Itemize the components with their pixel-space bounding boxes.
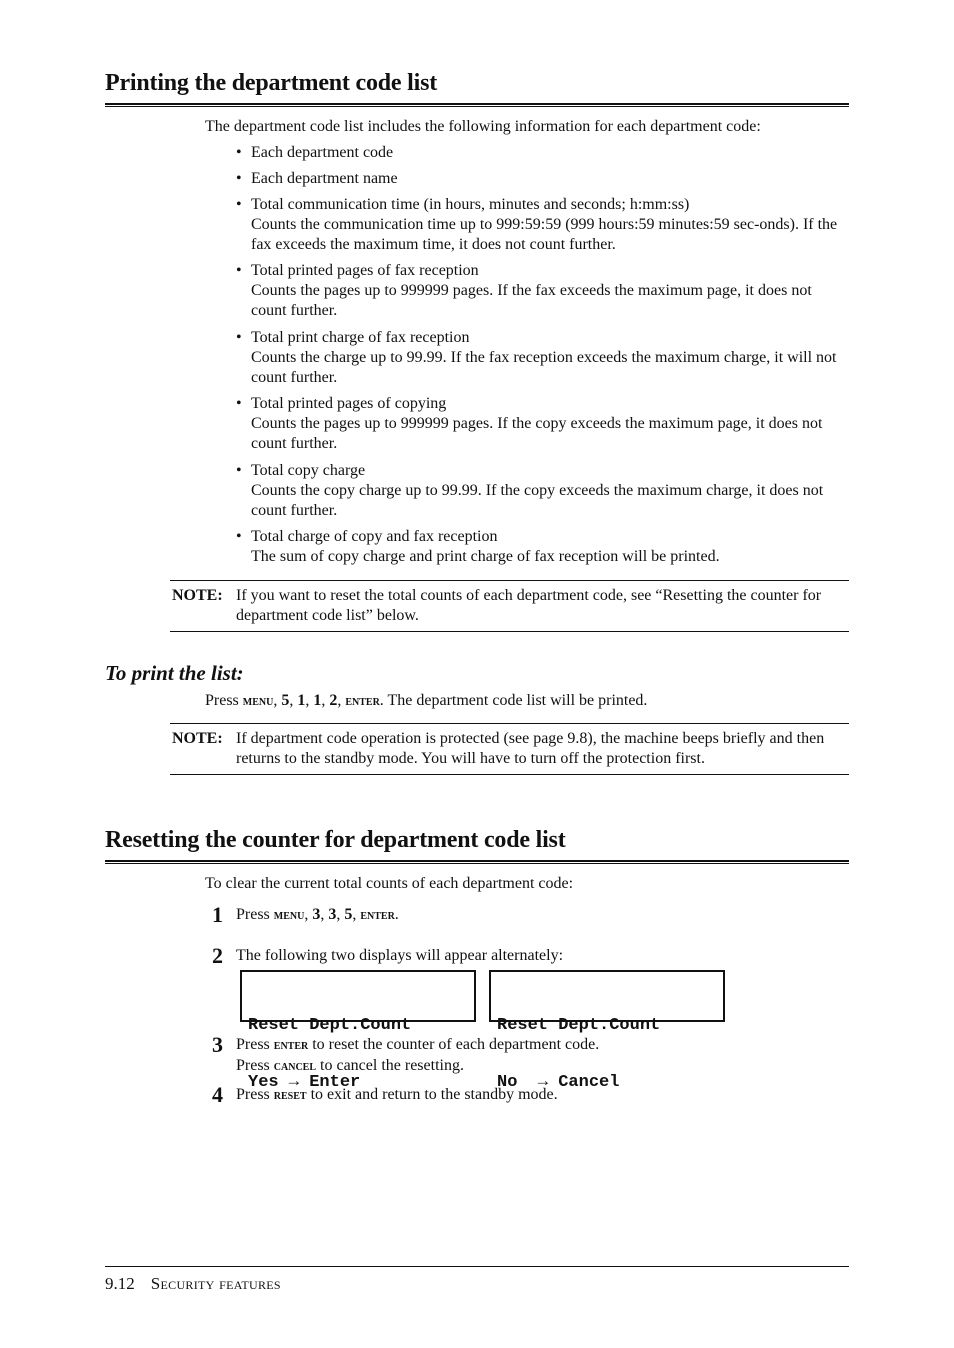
key-2: 2 <box>329 692 338 709</box>
list-item <box>236 328 846 388</box>
heading-rule <box>105 103 849 107</box>
bullet-icon: • <box>236 196 242 213</box>
key-enter: enter <box>345 694 380 709</box>
list-item <box>236 143 846 163</box>
lcd-line-1: Reset Dept.Count <box>248 1016 412 1035</box>
bullet-icon: • <box>236 462 242 479</box>
bullet-detail: Counts the pages up to 999999 pages. If the fax exceeds the maximum page, it does not count further. <box>251 282 812 319</box>
bullet-heading: Total copy charge <box>251 462 366 479</box>
print-instructions: Press menu, 5, 1, 1, 2, enter. The department code list will be printed. <box>205 692 648 709</box>
reset-intro-text: To clear the current total counts of each department code: <box>205 875 574 892</box>
list-item <box>236 461 846 521</box>
key-enter: enter <box>273 1038 309 1053</box>
key-3: 3 <box>312 906 321 923</box>
intro-text: The department code list includes the following information for each department code: <box>205 118 761 135</box>
step-2-text: The following two displays will appear alternately: <box>236 947 564 964</box>
step-number-2: 2 <box>212 943 223 968</box>
bullet-icon: • <box>236 170 242 187</box>
step-1-text: Press menu, 3, 3, 5, enter. <box>236 906 399 923</box>
step-3-text: Press enter to reset the counter of each department code. Press cancel to cancel the resetting. <box>236 1036 600 1074</box>
key-1: 1 <box>297 692 306 709</box>
lcd-display-no <box>489 970 725 1092</box>
bullet-heading: Total communication time (in hours, minutes and seconds; h:mm:ss) <box>251 196 690 213</box>
footer-rule <box>105 1266 849 1267</box>
footer <box>105 1274 281 1295</box>
bullet-heading: Total charge of copy and fax reception <box>251 528 498 545</box>
key-5: 5 <box>344 906 353 923</box>
bullet-icon: • <box>236 395 242 412</box>
subheading-print-list: To print the list: <box>105 661 244 685</box>
step-number-4: 4 <box>212 1082 223 1107</box>
section-title-printing: Printing the department code list <box>105 70 438 96</box>
page-number: 9.12 <box>105 1274 135 1293</box>
note-text: If you want to reset the total counts of each department code, see “Resetting the counter for department code list” below. <box>236 587 822 624</box>
lcd-line-1: Reset Dept.Count <box>497 1016 661 1035</box>
list-item <box>236 261 846 321</box>
bullet-detail: The sum of copy charge and print charge of fax reception will be printed. <box>251 548 720 565</box>
key-5: 5 <box>281 692 290 709</box>
bullet-heading: Total printed pages of copying <box>251 395 447 412</box>
bullet-heading: Each department code <box>251 144 394 161</box>
lcd-line-2: No → Cancel <box>497 1073 620 1092</box>
lcd-line-2: Yes → Enter <box>248 1073 361 1092</box>
key-menu: menu <box>242 694 274 709</box>
key-enter: enter <box>360 908 395 923</box>
bullet-detail: Counts the copy charge up to 99.99. If the copy exceeds the maximum charge, it does not count further. <box>251 482 824 519</box>
bullet-icon: • <box>236 528 242 545</box>
footer-section-title: Security features <box>150 1274 281 1293</box>
bullet-detail: Counts the pages up to 999999 pages. If the copy exceeds the maximum page, it does not count further. <box>251 415 823 452</box>
section-title-resetting: Resetting the counter for department code list <box>105 827 566 853</box>
bullet-icon: • <box>236 144 242 161</box>
note-label: NOTE: <box>172 730 223 747</box>
list-item <box>236 394 846 454</box>
key-reset: reset <box>273 1088 307 1103</box>
key-1: 1 <box>313 692 322 709</box>
bullet-detail: Counts the charge up to 99.99. If the fax reception exceeds the maximum charge, it will not count further. <box>251 349 837 386</box>
heading-rule <box>105 860 849 864</box>
key-3: 3 <box>328 906 337 923</box>
key-menu: menu <box>273 908 305 923</box>
step-4-text: Press reset to exit and return to the standby mode. <box>236 1086 558 1103</box>
step-number-3: 3 <box>212 1032 223 1057</box>
bullet-heading: Total printed pages of fax reception <box>251 262 479 279</box>
step-number-1: 1 <box>212 902 223 927</box>
note-label: NOTE: <box>172 587 223 604</box>
bullet-detail: Counts the communication time up to 999:59:59 (999 hours:59 minutes:59 sec-onds). If the fax exceeds the maximum time, it does not count further. <box>251 216 838 253</box>
list-item <box>236 169 846 189</box>
note-text: If department code operation is protected (see page 9.8), the machine beeps briefly and then returns to the standby mode. You will have to turn off the protection first. <box>236 730 825 767</box>
list-item <box>236 527 846 567</box>
bullet-heading: Total print charge of fax reception <box>251 329 470 346</box>
bullet-icon: • <box>236 262 242 279</box>
key-cancel: cancel <box>273 1059 317 1074</box>
note-reset-reference <box>170 580 849 632</box>
bullet-heading: Each department name <box>251 170 398 187</box>
note-protection <box>170 723 849 775</box>
list-item <box>236 195 846 255</box>
bullet-icon: • <box>236 329 242 346</box>
